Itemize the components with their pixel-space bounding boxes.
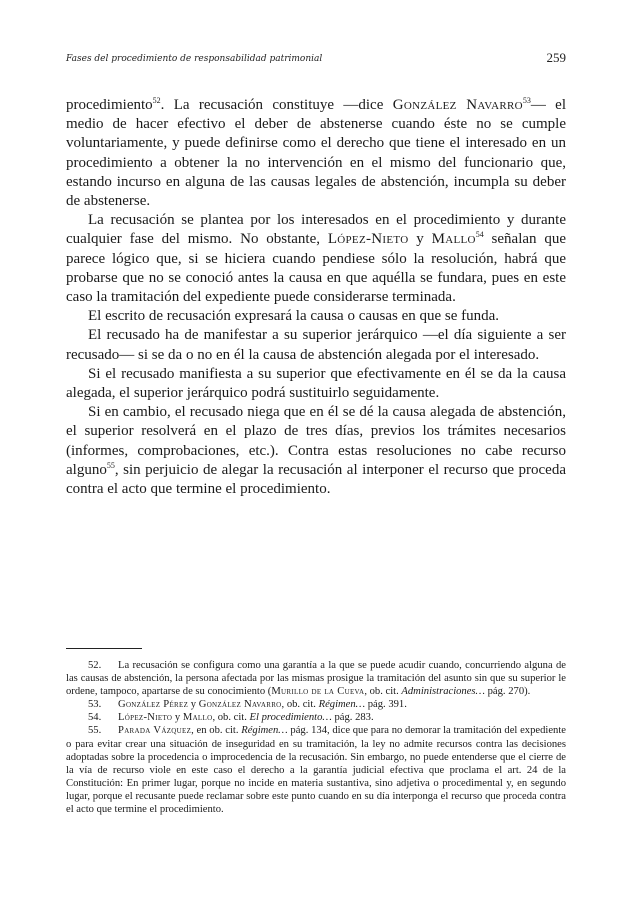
author-name: González Pérez: [118, 699, 189, 711]
body-text: [66, 96, 566, 499]
work-title: Régimen…: [241, 725, 288, 737]
author-name: González Navarro: [392, 97, 523, 113]
work-title: Administraciones…: [401, 686, 485, 698]
paragraph-3: El escrito de recusación expresará la causa o causas en que se funda.: [88, 308, 500, 325]
paragraph-6: Si en cambio, el recusado niega que en él se dé la causa alegada de abstención, el superior resolverá en el plazo de tres días, previos los trámites necesarios (informes, comprobaciones, etc.). Contra estas resoluciones no cabe recurso alguno$^{55}$, sin perjuicio de alegar la recusación al interponer el recurso que proceda contra el acto que termine el procedimiento.: [66, 404, 566, 498]
footnote-number: 52.: [88, 660, 102, 671]
page-number: 259: [546, 50, 566, 65]
footnote-ref-53[interactable]: 53: [522, 96, 531, 105]
work-title: Régimen…: [318, 699, 366, 711]
paragraph-5: Si el recusado manifiesta a su superior que efectivamente en él se da la causa alegada, el superior jerárquico podrá sustituirlo seguidamente.: [66, 365, 566, 402]
running-head: Fases del procedimiento de responsabilidad patrimonial: [66, 54, 323, 64]
footnotes: [66, 659, 566, 816]
author-name: Parada Vázquez: [118, 725, 192, 737]
paragraph-2: La recusación se plantea por los interesados en el procedimiento y durante cualquier fase del mismo. No obstante, López-Nieto y Mallo$^{54}$ señalan que parece lógico que, si se hiciera cuando pendiese sólo la resolución, habrá que probarse que no se conoció antes la causa en que aquélla se fundara, pues en este caso la tramitación del expediente puede considerarse terminada.: [66, 212, 567, 306]
author-name: González Navarro: [198, 699, 282, 711]
paragraph-1: procedimiento$^{52}$. La recusación constituye —dice González Navarro$^{53}$— el medio de hacer efectivo el deber de abstenerse cuando éste no se cumple voluntariamente, y puede definirse como el derecho que tiene el interesado en un procedimiento a obtener la no intervención en el mismo del funcionario que, estando incurso en alguna de las causas legales de abstención, incumpla su deber de abstenerse.: [66, 96, 567, 210]
footnote-ref-54[interactable]: 54: [475, 230, 484, 240]
footnote-53: 53. González Pérez y González Navarro, ob. cit. Régimen… pág. 391.: [88, 699, 407, 711]
footnote-number: 54.: [88, 712, 102, 724]
work-title: El procedimiento…: [249, 712, 332, 724]
author-name: Mallo: [431, 231, 476, 248]
author-name: López-Nieto: [118, 712, 173, 724]
footnote-54: 54. López-Nieto y Mallo, ob. cit. El procedimiento… pág. 283.: [88, 712, 374, 724]
author-name: Mallo: [182, 712, 213, 724]
author-name: López-Nieto: [327, 231, 409, 248]
footnote-number: 53.: [88, 699, 102, 711]
footnote-divider: [66, 648, 142, 649]
footnote-number: 55.: [88, 725, 102, 737]
author-name: Murillo de la Cueva: [271, 686, 365, 698]
footnote-52: 52. La recusación se configura como una garantía a la que se puede acudir cuando, concurriendo alguna de las causas de abstención, la persona afectada por las mismas prosigue la tramitación del asunto sin que su superior le ordene, tampoco, apartarse de su conocimiento (Murillo de la Cueva, ob. cit. Administraciones… pág. 270).: [66, 660, 566, 698]
footnote-ref-52[interactable]: 52: [152, 96, 161, 105]
footnote-55: 55. Parada Vázquez, en ob. cit. Régimen… pág. 134, dice que para no demorar la tramitación del expediente o para evitar crear una situación de inseguridad en su tramitación, la ley no admite recursos contra las decisiones adoptadas sobre la procedencia o improcedencia de la recusación. Sin embargo, no puede entenderse que el cierre de la vía de recurso viole en este caso el derecho a la garantía judicial efectiva que proclama el art. 24 de la Constitución: En primer lugar, porque no incide en materia sustantiva, sino adjetiva o procedimental y, en segundo lugar, porque el recusante puede reclamar sobre este punto cuando en su día interponga el recurso que proceda contra el acto que termine el procedimiento.: [66, 725, 566, 816]
footnote-ref-55[interactable]: 55: [106, 460, 115, 470]
paragraph-4: El recusado ha de manifestar a su superior jerárquico —el día siguiente a ser recusado— si se da o no en él la causa de abstención alegada por el interesado.: [66, 327, 566, 363]
